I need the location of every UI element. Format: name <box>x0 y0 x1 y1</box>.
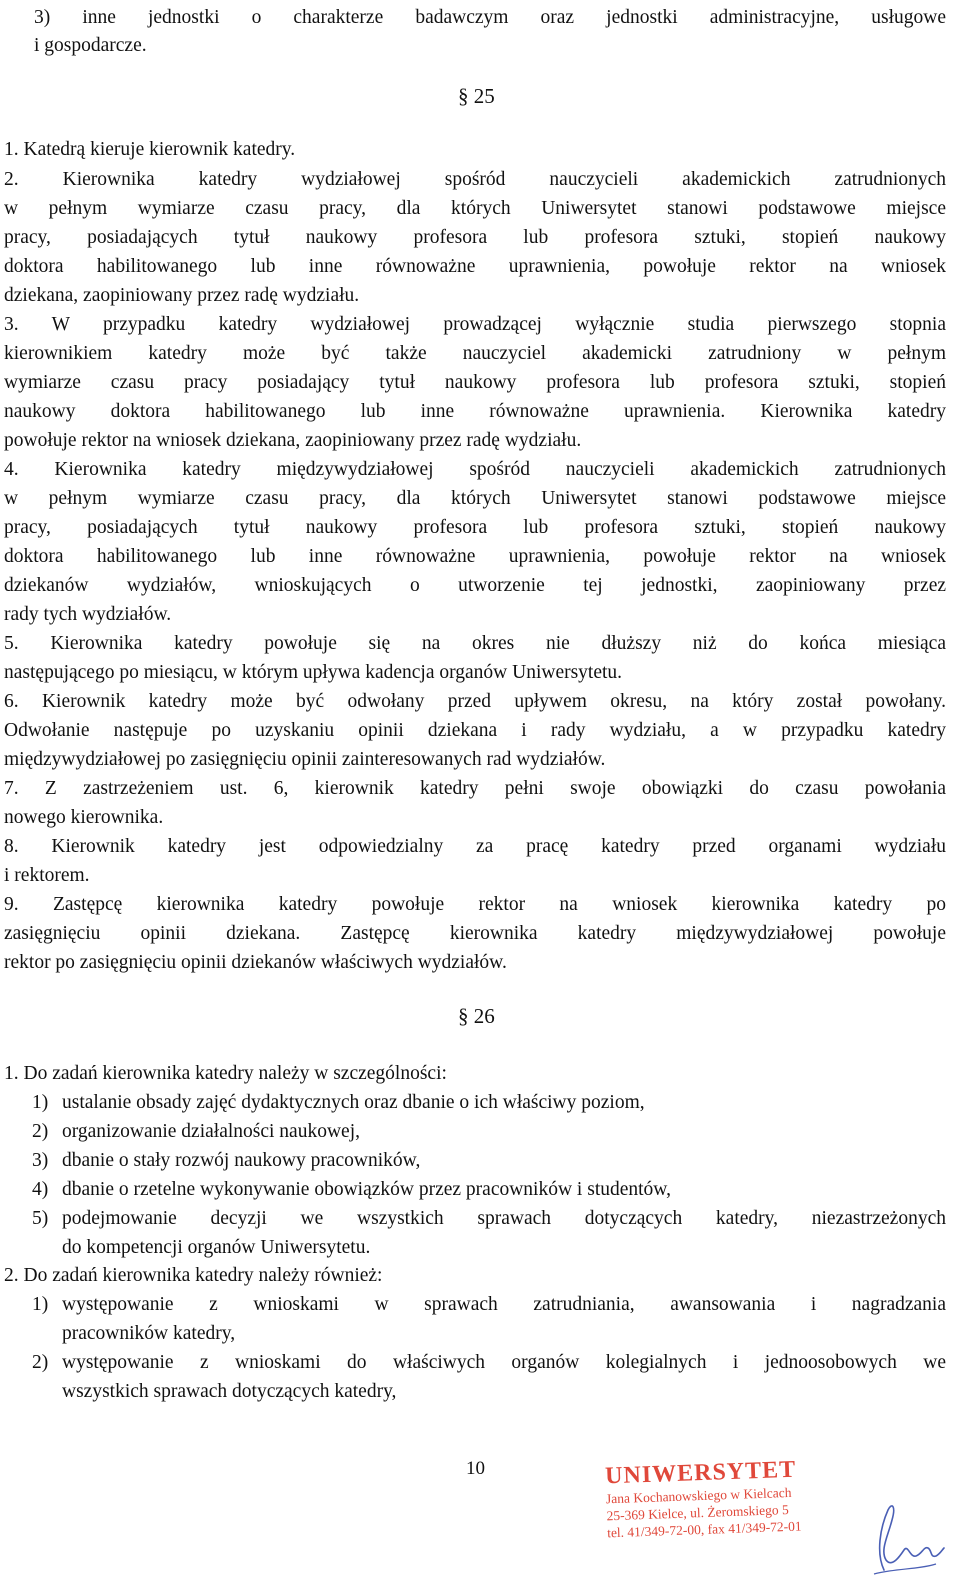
list-item-number: 1) <box>32 1294 49 1315</box>
list-item-text: organizowanie działalności naukowej, <box>62 1121 360 1142</box>
section-25-line: w pełnym wymiarze czasu pracy, dla których Uniwersytet stanowi podstawowe miejsce <box>4 198 946 219</box>
handwritten-signature <box>866 1498 946 1578</box>
section-25-line: Odwołanie następuje po uzyskaniu opinii dziekana i rady wydziału, a w przypadku katedry <box>4 720 946 741</box>
section-25-line: dziekanów wydziałów, wnioskujących o utworzenie tej jednostki, zaopiniowany przez <box>4 575 946 596</box>
list-item-number: 2) <box>32 1352 49 1373</box>
paragraph-1-heading: 1. Do zadań kierownika katedry należy w szczególności: <box>4 1063 447 1084</box>
section-25-line: międzywydziałowej po zasięgnięciu opinii zainteresowanych rad wydziałów. <box>4 749 606 770</box>
list-item-number: 4) <box>32 1179 49 1200</box>
section-25-line: 2. Kierownika katedry wydziałowej spośród nauczycieli akademickich zatrudnionych <box>4 169 946 190</box>
stamp-line: tel. 41/349-72-00, fax 41/349-72-01 <box>606 1518 802 1541</box>
section-25-line: następującego po miesiącu, w którym upływa kadencja organów Uniwersytetu. <box>4 662 623 683</box>
paragraph-2-heading: 2. Do zadań kierownika katedry należy również: <box>4 1265 383 1286</box>
section-25-line: 3. W przypadku katedry wydziałowej prowadzącej wyłącznie studia pierwszego stopnia <box>4 314 946 335</box>
section-25-line: 4. Kierownika katedry międzywydziałowej spośród nauczycieli akademickich zatrudnionych <box>4 459 946 480</box>
section-25-line: wymiarze czasu pracy posiadający tytuł naukowy profesora lub profesora sztuki, stopień <box>4 372 946 393</box>
section-25-line: 1. Katedrą kieruje kierownik katedry. <box>4 139 296 160</box>
section-25-line: dziekana, zaopiniowany przez radę wydziału. <box>4 285 360 306</box>
section-heading-26: § 26 <box>458 1004 495 1028</box>
list-item-number: 2) <box>32 1121 49 1142</box>
section-25-line: zasięgnięciu opinii dziekana. Zastępcę kierownika katedry międzywydziałowej powołuje <box>4 923 946 944</box>
section-25-line: 8. Kierownik katedry jest odpowiedzialny za pracę katedry przed organami wydziału <box>4 836 946 857</box>
section-25-line: nowego kierownika. <box>4 807 164 828</box>
section-25-line: 9. Zastępcę kierownika katedry powołuje rektor na wniosek kierownika katedry po <box>4 894 946 915</box>
intro-line: 3) inne jednostki o charakterze badawczym oraz jednostki administracyjne, usługowe <box>34 7 946 28</box>
page-number: 10 <box>466 1458 485 1479</box>
section-25-line: kierownikiem katedry może być także nauczyciel akademicki zatrudniony w pełnym <box>4 343 946 364</box>
stamp-title: UNIWERSYTET <box>604 1456 797 1490</box>
list-item-text: występowanie z wnioskami do właściwych organów kolegialnych i jednoosobowych we <box>62 1352 946 1373</box>
list-item-text: pracowników katedry, <box>62 1323 236 1344</box>
section-25-line: doktora habilitowanego lub inne równoważne uprawnienia, powołuje rektor na wniosek <box>4 256 946 277</box>
list-item-number: 5) <box>32 1208 49 1229</box>
list-item-text: ustalanie obsady zajęć dydaktycznych oraz dbanie o ich właściwy poziom, <box>62 1092 645 1113</box>
section-25-line: i rektorem. <box>4 865 90 886</box>
list-item-text: podejmowanie decyzji we wszystkich sprawach dotyczących katedry, niezastrzeżonych <box>62 1208 946 1229</box>
stamp-line: 25-369 Kielce, ul. Żeromskiego 5 <box>606 1501 789 1524</box>
list-item-number: 3) <box>32 1150 49 1171</box>
section-heading-25: § 25 <box>458 84 495 108</box>
university-stamp <box>605 1454 858 1542</box>
section-25-line: naukowy doktora habilitowanego lub inne równoważne uprawnienia. Kierownika katedry <box>4 401 946 422</box>
list-item-text: dbanie o rzetelne wykonywanie obowiązków przez pracowników i studentów, <box>62 1179 671 1200</box>
list-item-text: do kompetencji organów Uniwersytetu. <box>62 1237 371 1258</box>
list-item-text: dbanie o stały rozwój naukowy pracowników, <box>62 1150 421 1171</box>
section-25-line: rektor po zasięgnięciu opinii dziekanów właściwych wydziałów. <box>4 952 507 973</box>
section-25-line: rady tych wydziałów. <box>4 604 172 625</box>
stamp-line: Jana Kochanowskiego w Kielcach <box>605 1484 792 1507</box>
list-item-text: wszystkich sprawach dotyczących katedry, <box>62 1381 397 1402</box>
section-25-line: pracy, posiadających tytuł naukowy profesora lub profesora sztuki, stopień naukowy <box>4 517 946 538</box>
section-25-line: doktora habilitowanego lub inne równoważne uprawnienia, powołuje rektor na wniosek <box>4 546 946 567</box>
list-item-text: występowanie z wnioskami w sprawach zatrudniania, awansowania i nagradzania <box>62 1294 946 1315</box>
section-25-line: 7. Z zastrzeżeniem ust. 6, kierownik katedry pełni swoje obowiązki do czasu powołania <box>4 778 946 799</box>
section-25-line: pracy, posiadających tytuł naukowy profesora lub profesora sztuki, stopień naukowy <box>4 227 946 248</box>
section-25-line: 5. Kierownika katedry powołuje się na okres nie dłuższy niż do końca miesiąca <box>4 633 946 654</box>
section-25-line: powołuje rektor na wniosek dziekana, zaopiniowany przez radę wydziału. <box>4 430 582 451</box>
list-item-number: 1) <box>32 1092 49 1113</box>
intro-line: i gospodarcze. <box>34 35 147 56</box>
section-25-line: w pełnym wymiarze czasu pracy, dla których Uniwersytet stanowi podstawowe miejsce <box>4 488 946 509</box>
section-25-line: 6. Kierownik katedry może być odwołany przed upływem okresu, na który został powołany. <box>4 691 946 712</box>
